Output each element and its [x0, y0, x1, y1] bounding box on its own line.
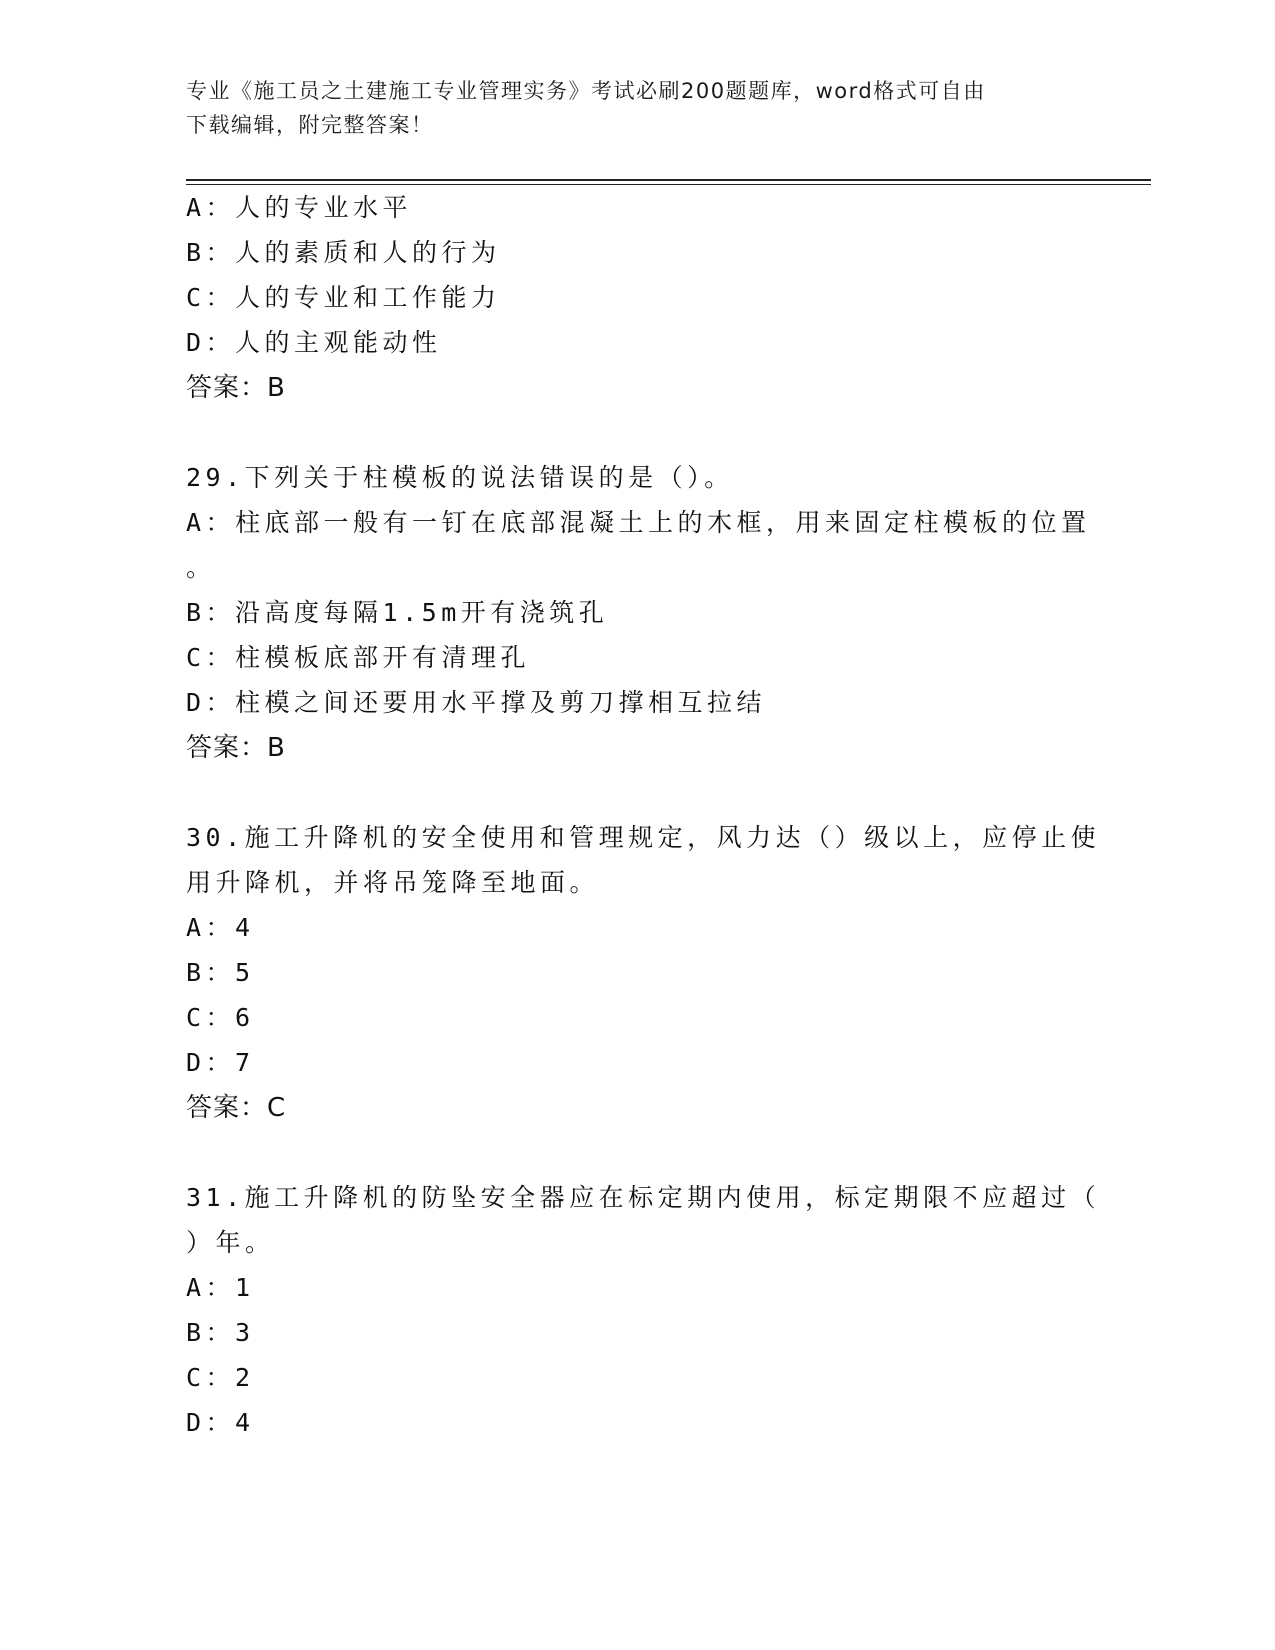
- q28-option-c: C：人的专业和工作能力: [186, 283, 501, 312]
- q28-answer: 答案：B: [186, 373, 286, 403]
- q31-stem-line-1: 31.施工升降机的防坠安全器应在标定期内使用，标定期限不应超过（: [186, 1183, 1101, 1212]
- q29-stem: 29.下列关于柱模板的说法错误的是（）。: [186, 463, 734, 492]
- q29-option-d: D：柱模之间还要用水平撑及剪刀撑相互拉结: [186, 688, 767, 717]
- q31-option-a: A：1: [186, 1273, 255, 1302]
- q30-option-a: A：4: [186, 913, 255, 942]
- q30-option-c: C：6: [186, 1003, 255, 1032]
- header-rule-thin: [186, 184, 1151, 185]
- q30-option-b: B：5: [186, 958, 255, 987]
- q29-option-b: B：沿高度每隔1.5m开有浇筑孔: [186, 598, 609, 627]
- q31-option-c: C：2: [186, 1363, 255, 1392]
- q29-option-a-wrap: 。: [186, 553, 216, 582]
- document-header: [186, 74, 1086, 142]
- header-line-1: 专业《施工员之土建施工专业管理实务》考试必刷200题题库，word格式可自由: [186, 79, 986, 103]
- header-line-2: 下载编辑，附完整答案！: [186, 113, 434, 137]
- q31-option-d: D：4: [186, 1408, 255, 1437]
- q30-answer: 答案：C: [186, 1093, 287, 1123]
- q28-option-b: B：人的素质和人的行为: [186, 238, 501, 267]
- q28-option-d: D：人的主观能动性: [186, 328, 442, 357]
- q30-option-d: D：7: [186, 1048, 255, 1077]
- q29-option-a: A：柱底部一般有一钉在底部混凝土上的木框，用来固定柱模板的位置: [186, 508, 1091, 537]
- q29-answer: 答案：B: [186, 733, 286, 763]
- q29-option-c: C：柱模板底部开有清理孔: [186, 643, 531, 672]
- q31-stem-line-2: ）年。: [186, 1228, 275, 1257]
- header-rule-thick: [186, 179, 1151, 181]
- q31-option-b: B：3: [186, 1318, 255, 1347]
- q28-option-a: A：人的专业水平: [186, 193, 413, 222]
- q30-stem-line-2: 用升降机，并将吊笼降至地面。: [186, 868, 600, 897]
- q30-stem-line-1: 30.施工升降机的安全使用和管理规定，风力达（）级以上，应停止使: [186, 823, 1101, 852]
